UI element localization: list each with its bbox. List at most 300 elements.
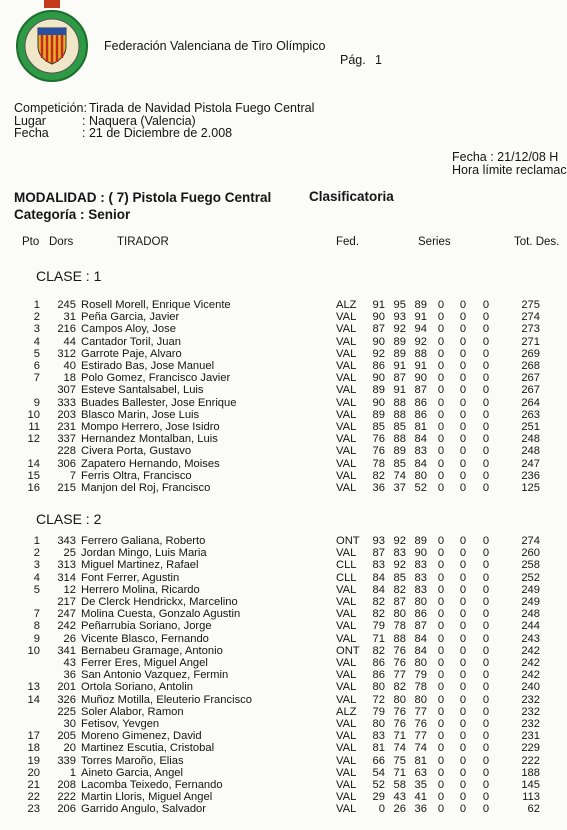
series-2-cell: 83	[393, 547, 406, 560]
series-1-cell: 89	[372, 384, 385, 397]
series-2-cell: 89	[393, 445, 406, 458]
series-5-cell: 0	[459, 693, 467, 706]
dors-cell: 18	[63, 372, 76, 385]
tot-cell: 229	[521, 742, 540, 755]
series-1-cell: 84	[372, 583, 385, 596]
fed-cell: VAL	[336, 693, 357, 706]
dors-cell: 206	[57, 803, 76, 816]
tot-cell: 249	[521, 596, 540, 608]
series-6-cell: 0	[482, 469, 490, 482]
series-2-cell: 85	[393, 571, 406, 584]
pto-cell: 11	[28, 421, 40, 433]
name-cell: Esteve Santalsabel, Luis	[81, 384, 204, 397]
pto-cell: 10	[27, 644, 40, 657]
dors-cell: 231	[57, 421, 76, 433]
pto-cell: 19	[27, 754, 40, 767]
series-4-cell: 0	[437, 669, 445, 682]
name-cell: Torres Maroño, Elias	[81, 754, 184, 767]
fed-cell: VAL	[336, 433, 357, 446]
series-6-cell: 0	[482, 754, 490, 767]
name-cell: Aineto Garcia, Angel	[81, 766, 183, 779]
series-2-cell: 85	[393, 457, 406, 470]
series-4-cell: 0	[437, 779, 445, 791]
pto-cell: 6	[33, 360, 40, 372]
series-2-cell: 87	[393, 596, 406, 608]
page-label: Pág.	[340, 53, 366, 67]
series-6-cell: 0	[482, 335, 490, 348]
series-1-cell: 93	[372, 535, 385, 547]
col-series: Series	[418, 236, 451, 248]
series-1-cell: 81	[372, 742, 385, 755]
series-3-cell: 84	[414, 644, 427, 657]
dors-cell: 208	[57, 779, 76, 791]
series-5-cell: 0	[459, 421, 467, 433]
series-5-cell: 0	[459, 559, 467, 572]
name-cell: Jordan Mingo, Luis Maria	[81, 547, 207, 560]
name-cell: De Clerck Hendrickx, Marcelino	[81, 596, 238, 608]
series-4-cell: 0	[437, 718, 445, 730]
col-tirador: TIRADOR	[117, 236, 169, 248]
series-1-cell: 36	[372, 482, 385, 494]
series-5-cell: 0	[459, 535, 467, 547]
series-5-cell: 0	[459, 803, 467, 816]
page-number: 1	[375, 53, 382, 67]
pto-cell: 9	[33, 396, 40, 409]
series-6-cell: 0	[482, 445, 490, 458]
series-5-cell: 0	[459, 779, 467, 791]
series-6-cell: 0	[482, 347, 490, 360]
series-2-cell: 89	[393, 347, 406, 360]
series-2-cell: 58	[393, 779, 406, 791]
fed-cell: ALZ	[336, 299, 357, 311]
series-1-cell: 90	[372, 335, 385, 348]
pto-cell: 15	[27, 469, 40, 482]
pto-cell: 4	[33, 571, 40, 584]
series-3-cell: 84	[414, 632, 427, 645]
series-4-cell: 0	[437, 730, 445, 743]
series-6-cell: 0	[482, 779, 490, 791]
fed-cell: VAL	[336, 547, 357, 560]
series-1-cell: 82	[372, 644, 385, 657]
series-3-cell: 80	[414, 596, 427, 608]
series-6-cell: 0	[482, 547, 490, 560]
series-4-cell: 0	[437, 384, 445, 397]
series-6-cell: 0	[482, 718, 490, 730]
series-2-cell: 74	[393, 742, 406, 755]
series-3-cell: 77	[414, 730, 427, 743]
tot-cell: 273	[521, 323, 540, 336]
dors-cell: 337	[57, 433, 76, 446]
table-row	[0, 559, 567, 571]
fecha-value: : 21 de Diciembre de 2.008	[82, 126, 233, 140]
series-5-cell: 0	[459, 754, 467, 767]
series-4-cell: 0	[437, 396, 445, 409]
series-6-cell: 0	[482, 408, 490, 421]
series-2-cell: 76	[393, 718, 406, 730]
dors-cell: 43	[63, 657, 76, 669]
series-2-cell: 76	[393, 705, 406, 718]
tot-cell: 236	[521, 469, 540, 482]
series-4-cell: 0	[437, 311, 445, 324]
pto-cell: 20	[27, 766, 40, 779]
dors-cell: 341	[57, 644, 76, 657]
series-4-cell: 0	[437, 445, 445, 458]
series-6-cell: 0	[482, 396, 490, 409]
dors-cell: 216	[57, 323, 76, 336]
table-row	[0, 657, 567, 669]
series-3-cell: 83	[414, 445, 427, 458]
series-6-cell: 0	[482, 681, 490, 694]
series-4-cell: 0	[437, 433, 445, 446]
series-2-cell: 91	[393, 384, 406, 397]
series-3-cell: 80	[414, 469, 427, 482]
series-3-cell: 63	[414, 766, 427, 779]
series-1-cell: 80	[372, 718, 385, 730]
series-5-cell: 0	[459, 396, 467, 409]
series-5-cell: 0	[459, 681, 467, 694]
series-4-cell: 0	[437, 754, 445, 767]
series-3-cell: 87	[414, 620, 427, 633]
pto-cell: 4	[33, 335, 40, 348]
dors-cell: 30	[63, 718, 76, 730]
table-row	[0, 348, 567, 360]
name-cell: Zapatero Hernando, Moises	[81, 457, 220, 470]
series-1-cell: 72	[372, 693, 385, 706]
series-1-cell: 86	[372, 360, 385, 372]
fed-cell: VAL	[336, 335, 357, 348]
tot-cell: 268	[521, 360, 540, 372]
table-row	[0, 397, 567, 409]
fecha-right: Fecha : 21/12/08 H	[452, 150, 559, 164]
series-4-cell: 0	[437, 335, 445, 348]
fed-cell: VAL	[336, 718, 357, 730]
table-row	[0, 755, 567, 767]
dors-cell: 20	[63, 742, 76, 755]
series-6-cell: 0	[482, 657, 490, 669]
series-3-cell: 92	[414, 335, 427, 348]
table-row	[0, 323, 567, 335]
series-1-cell: 66	[372, 754, 385, 767]
series-2-cell: 88	[393, 433, 406, 446]
table-row	[0, 535, 567, 547]
table-row	[0, 620, 567, 632]
series-5-cell: 0	[459, 596, 467, 608]
fed-cell: VAL	[336, 608, 357, 621]
series-6-cell: 0	[482, 693, 490, 706]
fed-cell: VAL	[336, 347, 357, 360]
series-5-cell: 0	[459, 657, 467, 669]
fed-cell: VAL	[336, 457, 357, 470]
series-5-cell: 0	[459, 791, 467, 804]
series-3-cell: 80	[414, 693, 427, 706]
dors-cell: 26	[63, 632, 76, 645]
series-3-cell: 52	[414, 482, 427, 494]
series-4-cell: 0	[437, 644, 445, 657]
section-title-clase-1: CLASE : 1	[36, 268, 102, 284]
dors-cell: 242	[57, 620, 76, 633]
series-5-cell: 0	[459, 408, 467, 421]
name-cell: Martin Lloris, Miguel Angel	[81, 791, 213, 804]
name-cell: Blasco Marin, Jose Luis	[81, 408, 200, 421]
tot-cell: 222	[521, 754, 540, 767]
series-5-cell: 0	[459, 571, 467, 584]
fed-cell: VAL	[336, 779, 357, 791]
fed-cell: VAL	[336, 596, 357, 608]
series-4-cell: 0	[437, 657, 445, 669]
series-5-cell: 0	[459, 632, 467, 645]
pto-cell: 17	[27, 730, 40, 743]
fed-cell: VAL	[336, 730, 357, 743]
fed-cell: VAL	[336, 583, 357, 596]
series-1-cell: 92	[372, 347, 385, 360]
name-cell: Garrote Paje, Alvaro	[81, 347, 182, 360]
tot-cell: 242	[521, 669, 540, 682]
series-4-cell: 0	[437, 482, 445, 494]
series-5-cell: 0	[459, 372, 467, 385]
series-2-cell: 89	[393, 335, 406, 348]
table-row	[0, 572, 567, 584]
series-2-cell: 85	[393, 421, 406, 433]
series-6-cell: 0	[482, 730, 490, 743]
tot-cell: 248	[521, 445, 540, 458]
series-5-cell: 0	[459, 644, 467, 657]
table-row	[0, 791, 567, 803]
dors-cell: 201	[57, 681, 76, 694]
pto-cell: 3	[33, 323, 40, 336]
series-4-cell: 0	[437, 583, 445, 596]
table-row	[0, 384, 567, 396]
table-row	[0, 694, 567, 706]
series-4-cell: 0	[437, 742, 445, 755]
name-cell: Herrero Molina, Ricardo	[81, 583, 200, 596]
table-row	[0, 433, 567, 445]
fed-cell: VAL	[336, 372, 357, 385]
fed-cell: ONT	[336, 535, 360, 547]
series-3-cell: 91	[414, 360, 427, 372]
series-1-cell: 86	[372, 657, 385, 669]
pto-cell: 22	[27, 791, 40, 804]
table-row	[0, 299, 567, 311]
tot-cell: 231	[521, 730, 540, 743]
col-pto: Pto	[22, 236, 40, 248]
tot-cell: 232	[521, 718, 540, 730]
series-6-cell: 0	[482, 299, 490, 311]
series-4-cell: 0	[437, 457, 445, 470]
name-cell: Campos Aloy, Jose	[81, 323, 176, 336]
dors-cell: 203	[57, 408, 76, 421]
table-row	[0, 360, 567, 372]
name-cell: Moreno Gimenez, David	[81, 730, 202, 743]
series-2-cell: 26	[393, 803, 406, 816]
table-row	[0, 421, 567, 433]
series-5-cell: 0	[459, 742, 467, 755]
dors-cell: 1	[69, 766, 76, 779]
pto-cell: 14	[27, 693, 40, 706]
tot-cell: 249	[521, 583, 540, 596]
series-5-cell: 0	[459, 384, 467, 397]
col-dors: Dors	[49, 236, 74, 248]
series-5-cell: 0	[459, 445, 467, 458]
tot-cell: 275	[521, 299, 540, 311]
series-2-cell: 82	[393, 583, 406, 596]
series-2-cell: 71	[393, 766, 406, 779]
series-6-cell: 0	[482, 323, 490, 336]
series-5-cell: 0	[459, 323, 467, 336]
series-5-cell: 0	[459, 766, 467, 779]
series-5-cell: 0	[459, 583, 467, 596]
series-5-cell: 0	[459, 608, 467, 621]
name-cell: Cantador Toril, Juan	[81, 335, 181, 348]
tot-cell: 125	[521, 482, 540, 494]
dors-cell: 245	[57, 299, 76, 311]
dors-cell: 228	[57, 445, 76, 458]
table-row	[0, 584, 567, 596]
tot-cell: 242	[521, 657, 540, 669]
tot-cell: 271	[521, 335, 540, 348]
fed-cell: ALZ	[336, 705, 357, 718]
series-2-cell: 75	[393, 754, 406, 767]
fed-cell: VAL	[336, 742, 357, 755]
fed-cell: VAL	[336, 421, 357, 433]
dors-cell: 205	[57, 730, 76, 743]
series-2-cell: 92	[393, 559, 406, 572]
pto-cell: 5	[33, 347, 40, 360]
series-1-cell: 79	[372, 620, 385, 633]
series-6-cell: 0	[482, 457, 490, 470]
series-3-cell: 74	[414, 742, 427, 755]
table-row	[0, 372, 567, 384]
pto-cell: 7	[33, 608, 40, 621]
table-row	[0, 336, 567, 348]
dors-cell: 25	[63, 547, 76, 560]
series-4-cell: 0	[437, 408, 445, 421]
series-4-cell: 0	[437, 360, 445, 372]
series-5-cell: 0	[459, 311, 467, 324]
dors-cell: 31	[63, 311, 76, 324]
series-3-cell: 84	[414, 433, 427, 446]
series-3-cell: 89	[414, 299, 427, 311]
series-6-cell: 0	[482, 384, 490, 397]
name-cell: Estirado Bas, Jose Manuel	[81, 360, 215, 372]
lugar-value: : Naquera (Valencia)	[82, 114, 196, 128]
series-6-cell: 0	[482, 311, 490, 324]
tot-cell: 188	[521, 766, 540, 779]
series-3-cell: 90	[414, 547, 427, 560]
name-cell: San Antonio Vazquez, Fermin	[81, 669, 229, 682]
series-4-cell: 0	[437, 559, 445, 572]
series-3-cell: 87	[414, 384, 427, 397]
series-4-cell: 0	[437, 421, 445, 433]
categoria: Categoría : Senior	[14, 207, 131, 222]
series-3-cell: 35	[414, 779, 427, 791]
series-2-cell: 82	[393, 681, 406, 694]
series-2-cell: 43	[393, 791, 406, 804]
tot-cell: 62	[527, 803, 540, 816]
table-row	[0, 681, 567, 693]
series-1-cell: 71	[372, 632, 385, 645]
dors-cell: 217	[57, 596, 76, 608]
series-6-cell: 0	[482, 535, 490, 547]
series-6-cell: 0	[482, 559, 490, 572]
name-cell: Ortola Soriano, Antolin	[81, 681, 193, 694]
series-5-cell: 0	[459, 347, 467, 360]
col-fed: Fed.	[336, 236, 360, 248]
series-4-cell: 0	[437, 608, 445, 621]
fed-cell: VAL	[336, 681, 357, 694]
name-cell: Miguel Martinez, Rafael	[81, 559, 199, 572]
dors-cell: 314	[57, 571, 76, 584]
federation-name: Federación Valenciana de Tiro Olímpico	[104, 39, 326, 53]
hora-limite: Hora límite reclamac	[452, 163, 567, 177]
series-4-cell: 0	[437, 791, 445, 804]
table-row	[0, 803, 567, 815]
dors-cell: 333	[57, 396, 76, 409]
name-cell: Peñarrubia Soriano, Jorge	[81, 620, 212, 633]
fed-cell: VAL	[336, 766, 357, 779]
name-cell: Buades Ballester, Jose Enrique	[81, 396, 237, 409]
name-cell: Mompo Herrero, Jose Isidro	[81, 421, 220, 433]
series-6-cell: 0	[482, 360, 490, 372]
dors-cell: 7	[69, 469, 76, 482]
series-5-cell: 0	[459, 360, 467, 372]
series-2-cell: 80	[393, 693, 406, 706]
series-6-cell: 0	[482, 766, 490, 779]
table-row	[0, 596, 567, 608]
tot-cell: 258	[521, 559, 540, 572]
tot-cell: 264	[521, 396, 540, 409]
tot-cell: 145	[521, 779, 540, 791]
section-title-clase-2: CLASE : 2	[36, 511, 102, 527]
name-cell: Ferrer Eres, Miguel Angel	[81, 657, 208, 669]
series-5-cell: 0	[459, 547, 467, 560]
pto-cell: 2	[33, 311, 40, 324]
name-cell: Garrido Angulo, Salvador	[81, 803, 207, 816]
series-3-cell: 86	[414, 396, 427, 409]
fed-cell: VAL	[336, 408, 357, 421]
dors-cell: 343	[57, 535, 76, 547]
table-row	[0, 767, 567, 779]
pto-cell: 12	[27, 433, 40, 446]
pto-cell: 9	[33, 632, 40, 645]
series-4-cell: 0	[437, 469, 445, 482]
series-4-cell: 0	[437, 347, 445, 360]
table-row	[0, 547, 567, 559]
dors-cell: 222	[57, 791, 76, 804]
series-1-cell: 83	[372, 730, 385, 743]
series-3-cell: 41	[414, 791, 427, 804]
table-row	[0, 608, 567, 620]
tot-cell: 244	[521, 620, 540, 633]
series-6-cell: 0	[482, 620, 490, 633]
series-3-cell: 86	[414, 608, 427, 621]
table-row	[0, 730, 567, 742]
series-2-cell: 71	[393, 730, 406, 743]
table-row	[0, 311, 567, 323]
series-2-cell: 87	[393, 372, 406, 385]
series-6-cell: 0	[482, 705, 490, 718]
series-4-cell: 0	[437, 535, 445, 547]
pto-cell: 1	[33, 299, 40, 311]
series-1-cell: 29	[372, 791, 385, 804]
lugar-label: Lugar	[14, 114, 46, 128]
series-6-cell: 0	[482, 421, 490, 433]
series-2-cell: 92	[393, 323, 406, 336]
series-6-cell: 0	[482, 596, 490, 608]
pto-cell: 7	[33, 372, 40, 385]
table-row	[0, 669, 567, 681]
tot-cell: 260	[521, 547, 540, 560]
tot-cell: 252	[521, 571, 540, 584]
